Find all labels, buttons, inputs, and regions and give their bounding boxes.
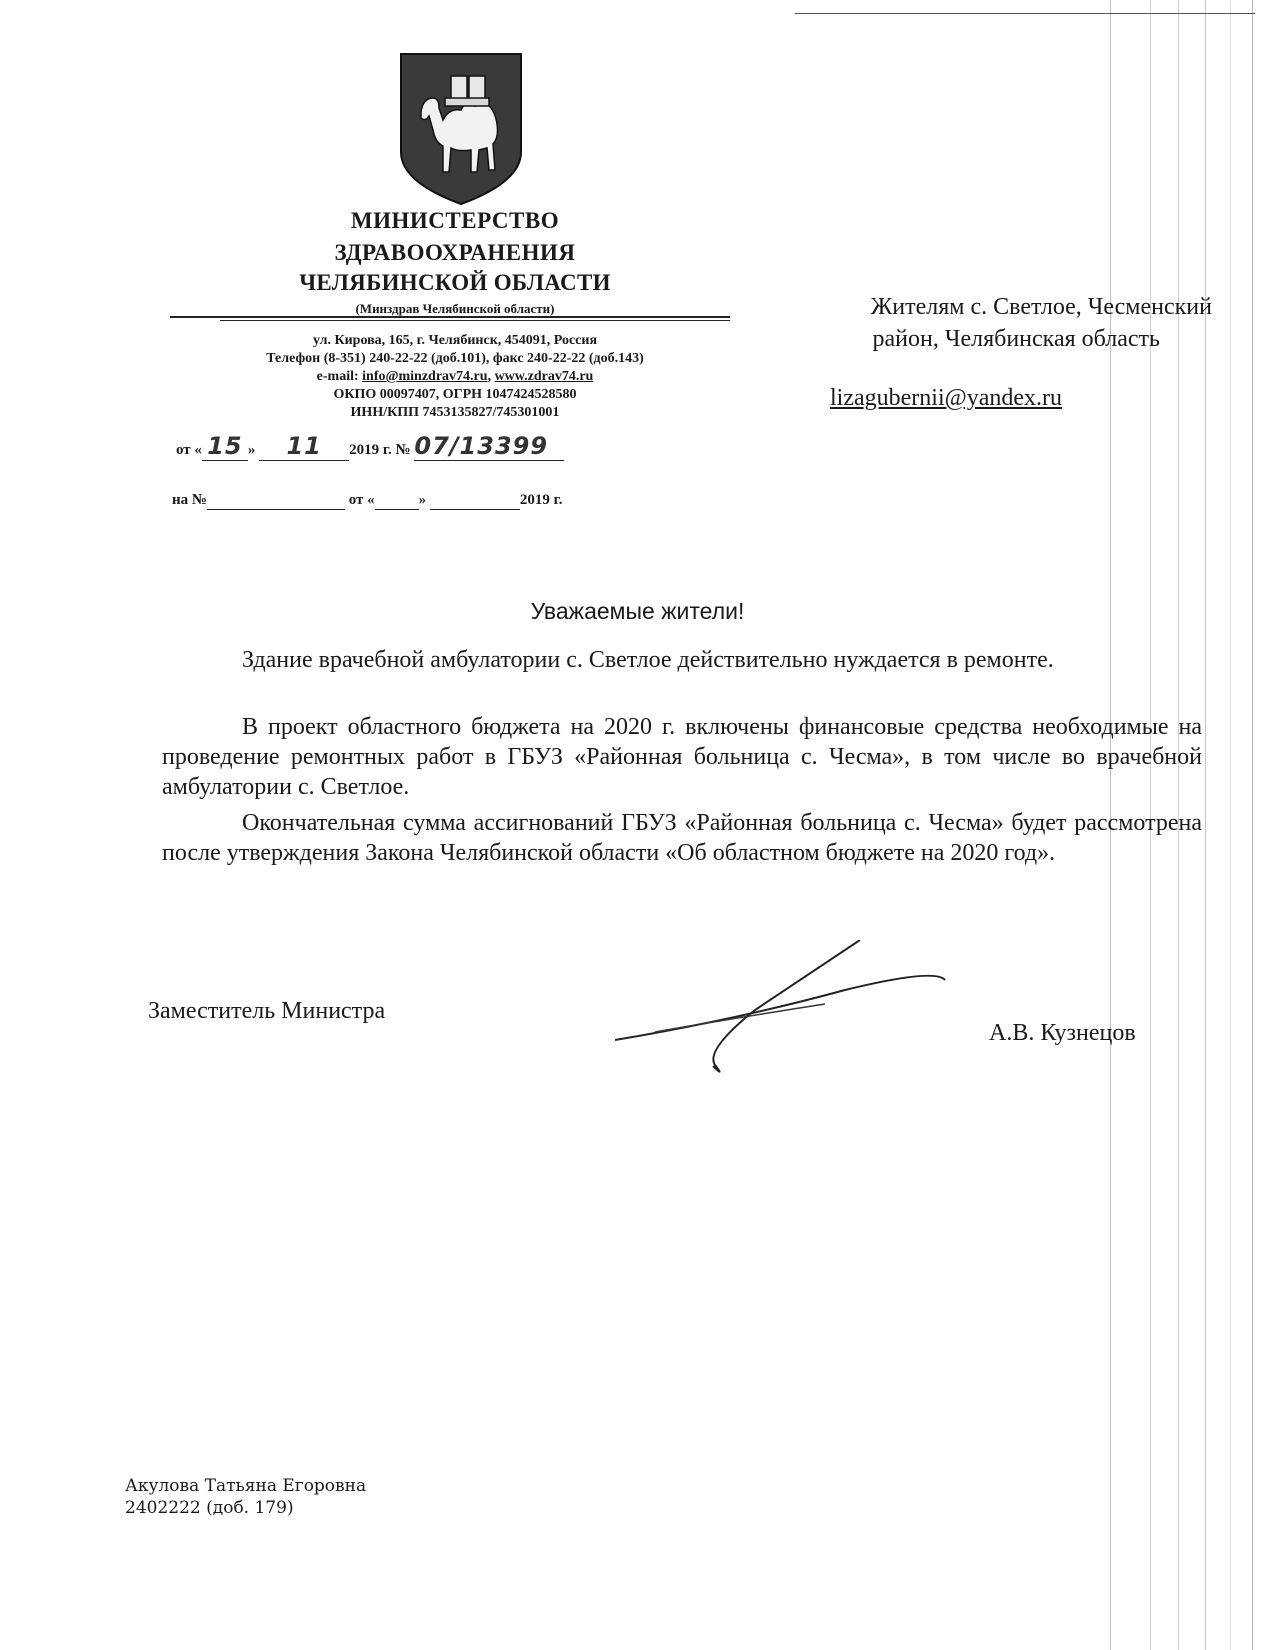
org-website-link[interactable]: www.zdrav74.ru: [494, 369, 594, 384]
org-name-line2: ЗДРАВООХРАНЕНИЯ: [334, 240, 576, 265]
executor-name: Акулова Татьяна Егоровна: [125, 1476, 367, 1496]
paragraph-2: В проект областного бюджета на 2020 г. включены финансовые средства необходимые на проведение ремонтных работ в ГБУЗ «Районная больница с. Чесма», в том числе во врачебной амбулатории с. Светлое.: [162, 714, 1202, 800]
reg-number: 07/13399: [414, 432, 564, 461]
reply-label: на №: [172, 492, 207, 508]
signer-title: Заместитель Министра: [148, 998, 386, 1024]
reply-line: [172, 492, 563, 510]
paragraph-3: Окончательная сумма ассигнований ГБУЗ «Районная больница с. Чесма» будет рассмотрена после утверждения Закона Челябинской области «Об областном бюджете на 2020 год».: [162, 810, 1202, 866]
letterhead-divider-thin: [220, 320, 730, 321]
reg-day: 15: [202, 432, 248, 461]
org-inn: ИНН/КПП 7453135827/745301001: [350, 405, 560, 420]
handwritten-signature: [615, 940, 975, 1080]
from-label: от «: [176, 442, 202, 458]
org-email-line: e-mail: info@minzdrav74.ru, www.zdrav74.ru: [316, 369, 594, 384]
signer-name: А.В. Кузнецов: [989, 1020, 1136, 1046]
org-email-link[interactable]: info@minzdrav74.ru: [362, 369, 488, 384]
org-phone: Телефон (8-351) 240-22-22 (доб.101), факс 240-22-22 (доб.143): [266, 351, 644, 366]
org-address: ул. Кирова, 165, г. Челябинск, 454091, Россия: [312, 333, 598, 348]
org-short-name: (Минздрав Челябинской области): [355, 301, 555, 316]
registration-line: [176, 432, 564, 461]
addressee-email-link[interactable]: lizagubernii@yandex.ru: [830, 385, 1063, 411]
email-prefix: e-mail:: [316, 369, 359, 384]
reg-year: 2019 г. №: [349, 442, 411, 458]
addressee-line1: Жителям с. Светлое, Чесменский: [870, 294, 1212, 320]
executor-phone: 2402222 (доб. 179): [125, 1498, 294, 1518]
day-close: »: [247, 442, 256, 458]
greeting: Уважаемые жители!: [530, 598, 745, 624]
scan-top-edge: [795, 13, 1255, 14]
reg-month: 11: [259, 432, 349, 461]
letterhead-divider: [170, 316, 730, 318]
reply-year: 2019 г.: [519, 492, 563, 508]
reply-close: »: [418, 492, 427, 508]
addressee-line2: район, Челябинская область: [872, 326, 1160, 352]
coat-of-arms-icon: [399, 52, 523, 206]
paragraph-1: Здание врачебной амбулатории с. Светлое действительно нуждается в ремонте.: [242, 647, 1054, 673]
org-name-line3: ЧЕЛЯБИНСКОЙ ОБЛАСТИ: [299, 270, 611, 295]
org-name-line1: МИНИСТЕРСТВО: [350, 208, 560, 233]
org-okpo: ОКПО 00097407, ОГРН 1047424528580: [333, 387, 577, 402]
reply-from: от «: [348, 492, 375, 508]
